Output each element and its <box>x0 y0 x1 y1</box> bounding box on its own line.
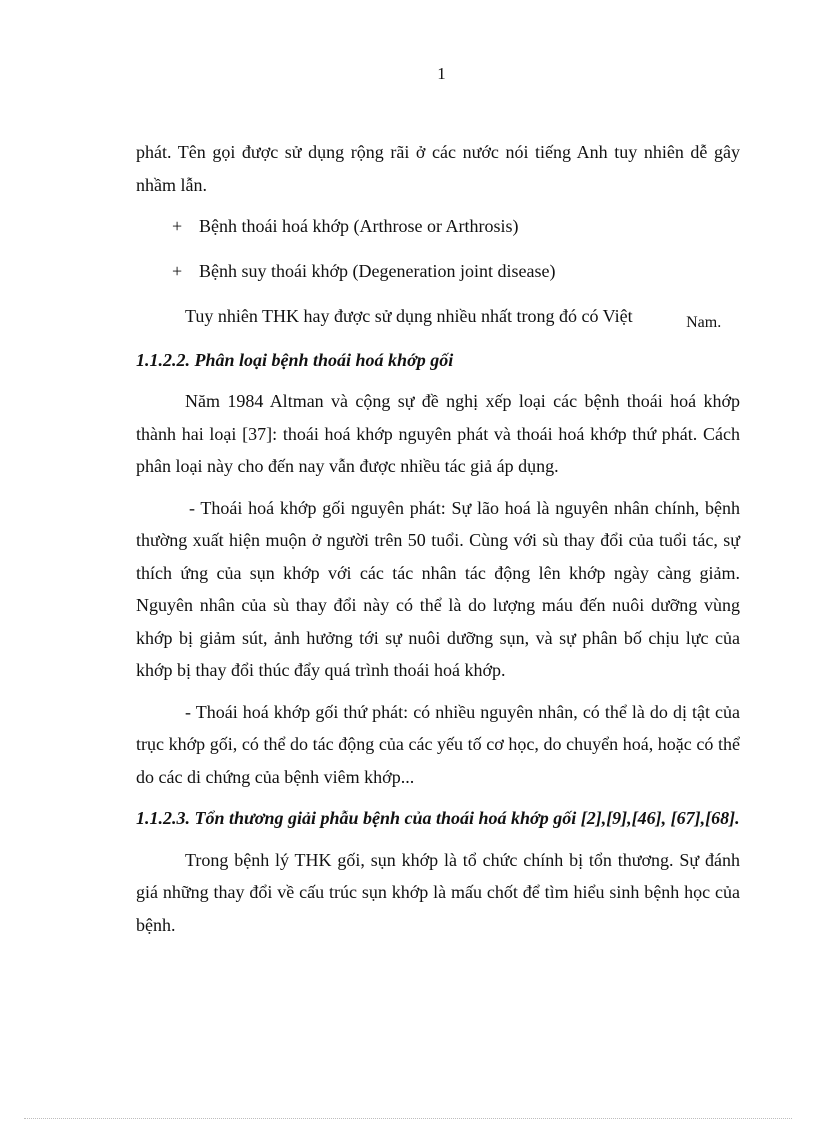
bullet-item <box>172 210 740 242</box>
document-body <box>136 136 740 950</box>
intro-paragraph: phát. Tên gọi được sử dụng rộng rãi ở các nước nói tiếng Anh tuy nhiên dễ gây nhầm lẫn. <box>136 142 740 195</box>
section-heading-pathology: 1.1.2.3. Tổn thương giải phẫu bệnh của thoái hoá khớp gối [2],[9],[46], [67],[68]. <box>136 808 740 828</box>
conclusion-paragraph <box>136 300 740 335</box>
bullet-text: Bệnh thoái hoá khớp (Arthrose or Arthrosis) <box>199 216 519 236</box>
section-heading-classification: 1.1.2.2. Phân loại bệnh thoái hoá khớp gối <box>136 349 454 370</box>
page-bottom-divider <box>24 1118 792 1119</box>
bullet-mark: + <box>172 216 183 236</box>
conclusion-main-text: Tuy nhiên THK hay được sử dụng nhiều nhất trong đó có Việt <box>185 306 633 326</box>
bullet-mark: + <box>172 261 183 281</box>
pathology-paragraph: Trong bệnh lý THK gối, sụn khớp là tổ chức chính bị tổn thương. Sự đánh giá những thay đổi về cấu trúc sụn khớp là mấu chốt để tìm hiểu sinh bệnh học của bệnh. <box>136 849 740 935</box>
conclusion-tail-text: Nam. <box>686 314 722 331</box>
secondary-oa-paragraph: - Thoái hoá khớp gối thứ phát: có nhiều nguyên nhân, có thể là do dị tật của trục khớp gối, có thể do tác động của các yếu tố cơ học, do chuyển hoá, hoặc có thể do các di chứng của bệnh viêm khớp... <box>136 701 740 787</box>
classification-paragraph: Năm 1984 Altman và cộng sự đề nghị xếp loại các bệnh thoái hoá khớp thành hai loại [37]: thoái hoá khớp nguyên phát và thoái hoá khớp thứ phát. Cách phân loại này cho đến nay vẫn được nhiều tác giả áp dụng. <box>136 391 740 476</box>
bullet-item <box>172 255 740 287</box>
primary-oa-paragraph: - Thoái hoá khớp gối nguyên phát: Sự lão hoá là nguyên nhân chính, bệnh thường xuất hiện muộn ở người trên 50 tuổi. Cùng với sù thay đổi của tuổi tác, sự thích ứng của sụn khớp với các tác nhân tác động lên khớp ngày càng giảm. Nguyên nhân của sù thay đổi này có thể là do lượng máu đến nuôi dưỡng vùng khớp bị giảm sút, ảnh hưởng tới sự nuôi dưỡng sụn, và sự phân bố chịu lực của khớp bị thay đổi thúc đẩy quá trình thoái hoá khớp. <box>136 497 740 680</box>
bullet-text: Bệnh suy thoái khớp (Degeneration joint disease) <box>199 261 556 281</box>
page-number: 1 <box>437 64 446 83</box>
